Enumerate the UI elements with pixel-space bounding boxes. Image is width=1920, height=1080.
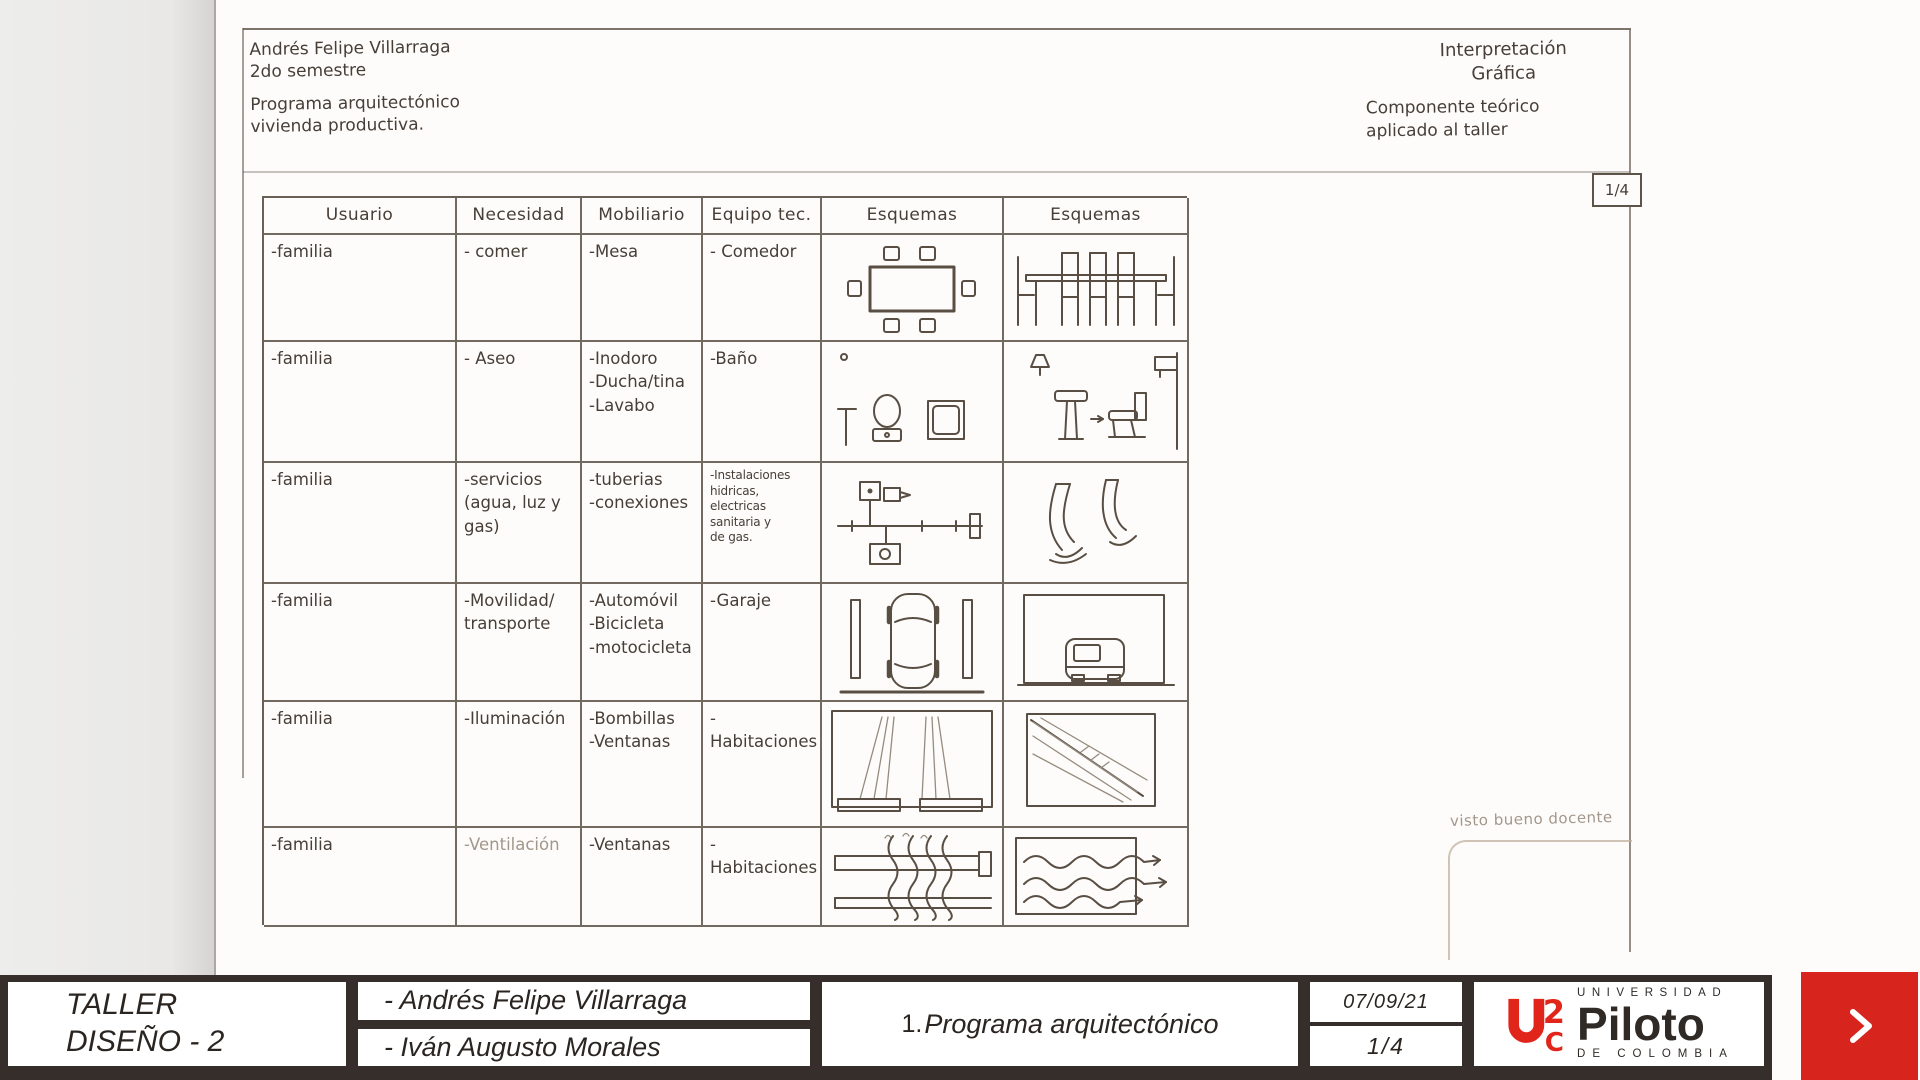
cell-equipo: -Garaje: [703, 584, 822, 702]
approval-note: visto bueno docente: [1449, 808, 1613, 830]
component-note: Componente teórico aplicado al taller: [1365, 96, 1540, 142]
pipes-sketch: [1004, 463, 1189, 584]
cell-necesidad: -Movilidad/ transporte: [457, 584, 582, 702]
garage-elevation-sketch: [1004, 584, 1189, 702]
footer-divider: [1462, 982, 1474, 1066]
logo-text: [1577, 988, 1734, 1061]
logo-country-word: DE COLOMBIA: [1577, 1048, 1734, 1060]
footer-divider: [1298, 982, 1310, 1066]
cell-equipo: -Habitaciones: [703, 828, 822, 927]
page-frame-top: [243, 28, 1631, 30]
sheet-title: Programa arquitectónico: [924, 1008, 1219, 1039]
cell-necesidad: - Aseo: [457, 342, 582, 463]
column-header-usuario: Usuario: [264, 198, 457, 235]
column-header-equipo: Equipo tec.: [703, 198, 822, 235]
cell-usuario: -familia: [264, 702, 457, 828]
date-value: 07/09/21: [1343, 990, 1429, 1013]
dining-table-plan-sketch: [822, 235, 1004, 342]
date-page-cell: [1310, 982, 1462, 1066]
cell-equipo: -Habitaciones: [703, 702, 822, 828]
authors-divider: [358, 1020, 810, 1029]
airflow-waves-sketch: [1004, 828, 1189, 927]
bathroom-elevation-sketch: [1004, 342, 1189, 463]
next-page-button[interactable]: [1801, 972, 1918, 1080]
footer-divider: [346, 982, 358, 1066]
author-teacher: - Iván Augusto Morales: [384, 1031, 661, 1062]
cell-usuario: -familia: [264, 463, 457, 584]
column-header-esquemas-1: Esquemas: [822, 198, 1004, 235]
bathroom-plan-sketch: [822, 342, 1004, 463]
header-band-line: [243, 171, 1630, 173]
page-indicator: 1/4: [1367, 1032, 1405, 1059]
dining-table-elevation-sketch: [1004, 235, 1189, 342]
svg-text:2: 2: [1542, 993, 1566, 1032]
course-line-1: TALLER: [66, 988, 178, 1022]
svg-text:C: C: [1544, 1028, 1564, 1055]
cell-mobiliario: -tuberias -conexiones: [582, 463, 703, 584]
sheet-number: 1/4: [1604, 181, 1630, 199]
cell-mobiliario: -Mesa: [582, 235, 703, 342]
cell-necesidad: -Ventilación: [457, 828, 582, 927]
upc-monogram-icon: [1504, 993, 1568, 1055]
authors-cell: [358, 982, 810, 1066]
student-info: Andrés Felipe Villarraga 2do semestre Programa arquitectónico vivienda productiva.: [249, 37, 461, 138]
light-rays-sketch: [1004, 702, 1189, 828]
cell-necesidad: -Iluminación: [457, 702, 582, 828]
author-student: - Andrés Felipe Villarraga: [384, 985, 688, 1016]
logo-university-word: UNIVERSIDAD: [1577, 986, 1728, 999]
cell-usuario: -familia: [264, 342, 457, 463]
title-block-footer: [0, 975, 1772, 1080]
subject-title: Interpretación Gráfica: [1439, 37, 1568, 85]
utilities-diagram-sketch: [822, 463, 1004, 584]
wall-airflow-sketch: [822, 828, 1004, 927]
cell-necesidad: -servicios (agua, luz y gas): [457, 463, 582, 584]
page-frame-right: [1629, 30, 1631, 952]
cell-necesidad: - comer: [457, 235, 582, 342]
sheet-title-number: 1.: [901, 1009, 923, 1038]
cell-usuario: -familia: [264, 584, 457, 702]
cell-mobiliario: -Ventanas: [582, 828, 703, 927]
cell-usuario: -familia: [264, 235, 457, 342]
university-logo: [1474, 982, 1764, 1066]
window-light-sketch: [822, 702, 1004, 828]
cell-mobiliario: -Inodoro -Ducha/tina -Lavabo: [582, 342, 703, 463]
column-header-necesidad: Necesidad: [457, 198, 582, 235]
column-header-mobiliario: Mobiliario: [582, 198, 703, 235]
column-header-esquemas-2: Esquemas: [1004, 198, 1189, 235]
scan-margin: [0, 0, 216, 975]
footer-divider: [810, 982, 822, 1066]
course-line-2: DISEÑO - 2: [66, 1025, 225, 1058]
cell-usuario: -familia: [264, 828, 457, 927]
sheet-number-box: [1592, 173, 1642, 207]
cell-mobiliario: -Bombillas -Ventanas: [582, 702, 703, 828]
program-table: [262, 196, 1187, 925]
cell-equipo: - Comedor: [703, 235, 822, 342]
logo-name: Piloto: [1577, 998, 1705, 1050]
cell-mobiliario: -Automóvil -Bicicleta -motocicleta: [582, 584, 703, 702]
cell-equipo: -Instalaciones hidricas, electricas sanitaria y de gas.: [703, 463, 822, 584]
car-plan-sketch: [822, 584, 1004, 702]
page-frame-left: [242, 28, 244, 778]
course-cell: [8, 982, 346, 1066]
cell-equipo: -Baño: [703, 342, 822, 463]
sheet-title-cell: [822, 982, 1298, 1066]
approval-box: [1448, 840, 1632, 960]
chevron-right-icon: [1845, 1006, 1875, 1046]
